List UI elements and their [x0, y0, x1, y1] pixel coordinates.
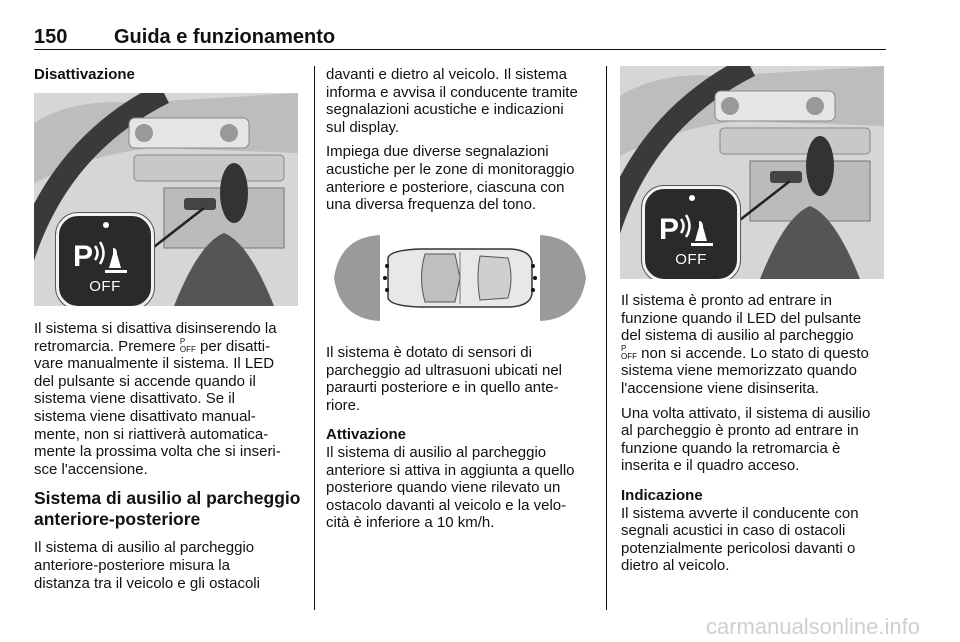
section-heading: Sistema di ausilio al parcheggio [34, 488, 301, 509]
deactivation-heading: Disattivazione [34, 66, 135, 83]
text-line: segnalazioni acustiche e indicazioni [326, 101, 564, 119]
text-line: Una volta attivato, il sistema di ausilio [621, 404, 871, 422]
header-rule [34, 49, 886, 50]
text-line: posteriore quando viene rilevato un [326, 479, 561, 497]
text-line: Il sistema è dotato di sensori di [326, 344, 532, 361]
column-divider-1 [314, 66, 315, 610]
icon-glyph-bottom: OFF [179, 344, 196, 354]
text-line: sistema viene disattivato manual- [34, 407, 256, 425]
icon-glyph-top: P [179, 336, 186, 346]
text-line: distanza tra il veicolo e gli ostacoli [34, 574, 260, 592]
text-line: riore. [326, 396, 361, 414]
text-line: del sistema di ausilio al parcheggio [621, 327, 854, 345]
text-line: parcheggio ad ultrasuoni ubicati nel [326, 361, 562, 379]
car-sensor-diagram [330, 232, 590, 324]
text-line: funzione quando la retromarcia è [621, 439, 841, 457]
text-line: ostacolo davanti al veicolo e la velo- [326, 496, 567, 514]
park-assist-button-closeup-1 [56, 213, 154, 306]
off-label: OFF [89, 278, 121, 295]
text-fragment: non si accende. Lo stato di questo [637, 344, 869, 362]
car-top-view-illustration [330, 232, 590, 324]
text-line [621, 345, 889, 363]
text-line: anteriore si attiva in aggiunta a quello [326, 461, 575, 479]
text-line: cità è inferiore a 10 km/h. [326, 514, 495, 532]
column-1-body [34, 320, 306, 592]
text-line: segnali acustici in caso di ostacoli [621, 522, 846, 540]
text-line: l'accensione viene disinserita. [621, 379, 819, 397]
activation-heading: Attivazione [326, 426, 407, 444]
park-assist-inline-icon [180, 338, 196, 354]
page-title: Guida e funzionamento [114, 26, 336, 48]
text-line: potenzialmente pericolosi davanti o [621, 539, 856, 557]
icon-glyph-top: P [621, 343, 627, 353]
text-line: inserita e il quadro acceso. [621, 457, 800, 475]
indication-heading: Indicazione [621, 486, 703, 504]
text-line: Impiega due diverse segnalazioni [326, 143, 549, 161]
park-assist-button-closeup-2 [642, 186, 740, 279]
dashboard-photo-2 [620, 66, 884, 279]
park-assist-icon [659, 207, 721, 247]
park-assist-inline-icon [621, 345, 637, 361]
text-line: acustiche per le zone di monitoraggio [326, 160, 575, 178]
text-line: Il sistema di ausilio al parcheggio [326, 443, 547, 461]
column-2-body [326, 344, 598, 532]
text-line: Il sistema si disattiva disinserendo la [34, 320, 277, 337]
section-heading: anteriore-posteriore [34, 509, 201, 530]
text-line: del pulsante si accende quando il [34, 372, 256, 390]
off-label: OFF [675, 251, 707, 268]
column-divider-2 [606, 66, 607, 610]
text-line: anteriore-posteriore misura la [34, 556, 230, 574]
text-line: mente, non si riattiverà automatica- [34, 425, 269, 443]
watermark: carmanualsonline.info [705, 614, 920, 639]
text-line: sistema viene disattivato. Se il [34, 390, 235, 408]
column-2 [326, 66, 598, 214]
svg-text:P: P [73, 240, 94, 273]
page-number: 150 [34, 26, 68, 48]
text-line [34, 338, 306, 356]
led-indicator [689, 195, 695, 201]
text-fragment: retromarcia. Premere [34, 337, 176, 355]
svg-text:P: P [659, 213, 680, 246]
dashboard-photo-1 [34, 93, 298, 306]
text-line: vare manualmente il sistema. Il LED [34, 355, 275, 373]
text-line: mente la prossima volta che si inseri- [34, 443, 281, 461]
text-line: anteriore e posteriore, ciascuna con [326, 178, 565, 196]
text-line: sce l'accensione. [34, 460, 148, 478]
text-line: sistema viene memorizzato quando [621, 362, 857, 380]
icon-glyph-bottom: OFF [621, 351, 637, 361]
text-line: sul display. [326, 118, 400, 136]
text-line: davanti e dietro al veicolo. Il sistema [326, 66, 567, 83]
text-line: Il sistema di ausilio al parcheggio [34, 539, 255, 557]
text-line: funzione quando il LED del pulsante [621, 309, 862, 327]
column-3-body [621, 292, 889, 575]
text-line: dietro al veicolo. [621, 557, 730, 575]
led-indicator [103, 222, 109, 228]
page-header [34, 26, 335, 49]
column-1 [34, 66, 304, 84]
text-fragment: per disatti- [195, 337, 271, 355]
park-assist-icon [73, 234, 135, 274]
text-line: paraurti posteriore e in quello ante- [326, 379, 559, 397]
text-line: al parcheggio è pronto ad entrare in [621, 422, 859, 440]
text-line: Il sistema avverte il conducente con [621, 504, 859, 522]
text-line: una diversa frequenza del tono. [326, 196, 537, 214]
text-line: Il sistema è pronto ad entrare in [621, 292, 832, 309]
text-line: informa e avvisa il conducente tramite [326, 83, 578, 101]
